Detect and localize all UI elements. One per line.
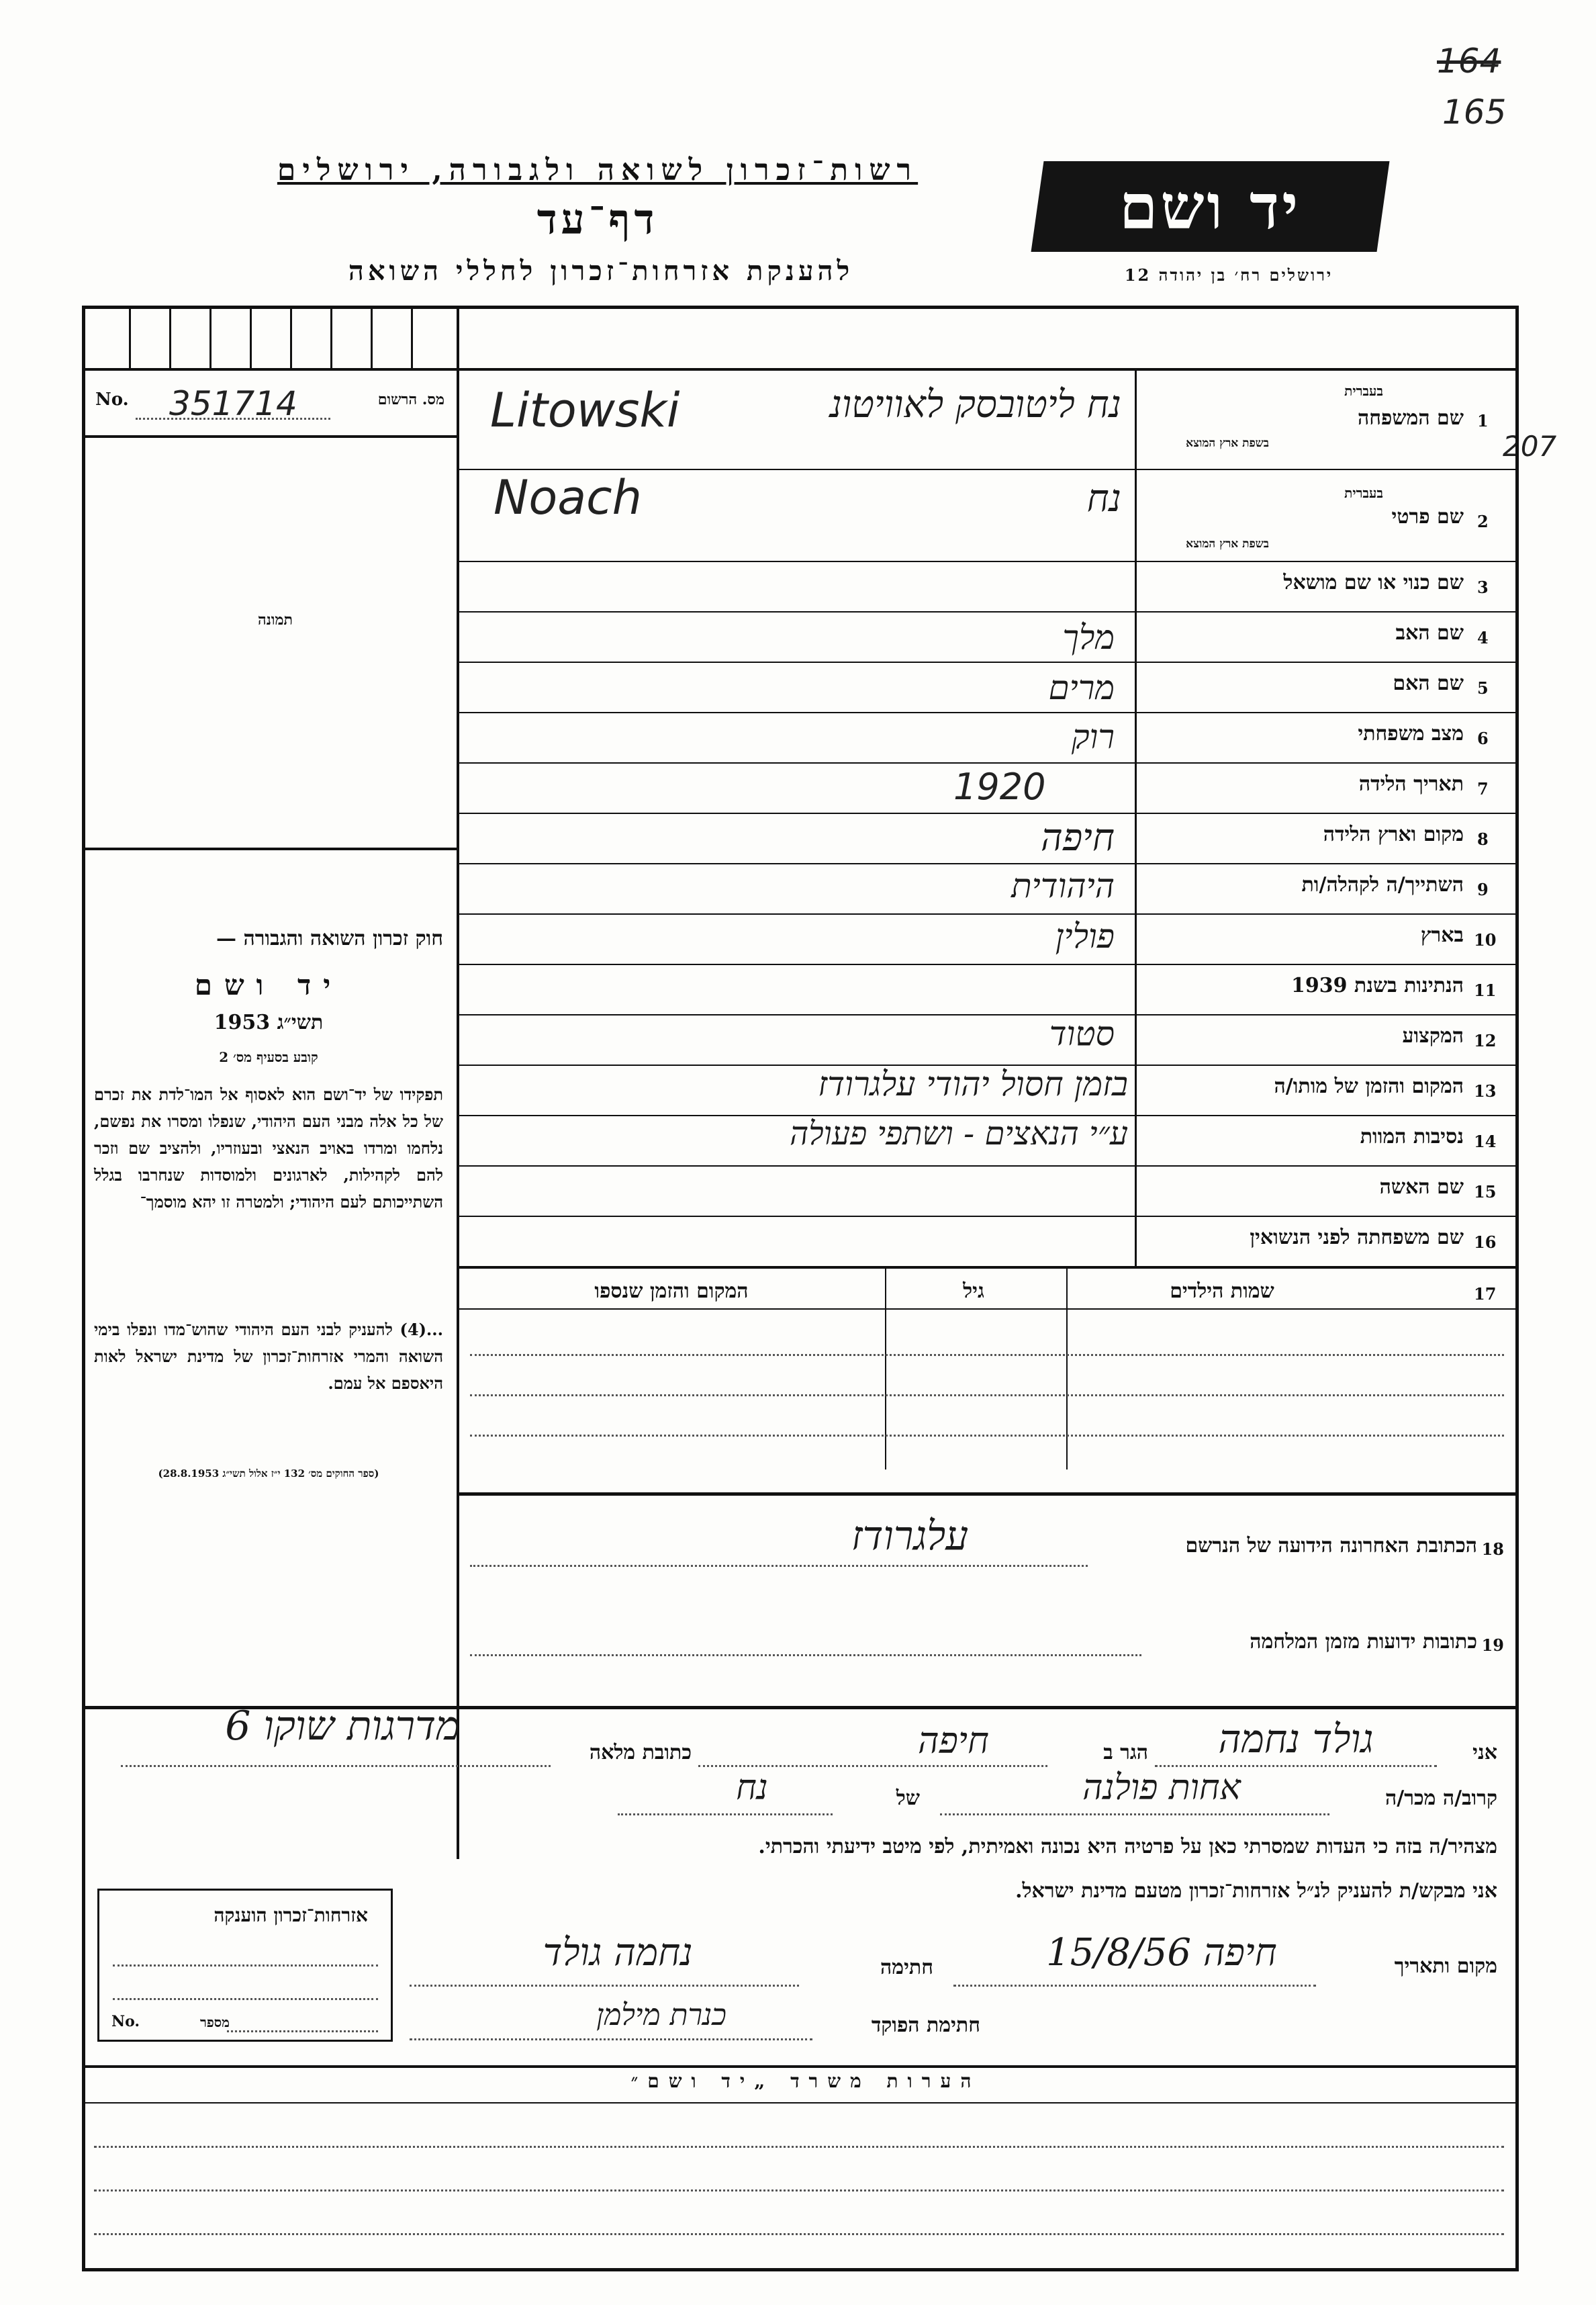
- yad-vashem-logo: [1031, 161, 1390, 252]
- logo-address: ירושלים רח׳ בן יהודה 12: [1124, 265, 1333, 285]
- field-number-18: 18: [1481, 1539, 1504, 1559]
- relation-label: קרוב/ה מכר/ה: [1385, 1787, 1497, 1810]
- officer-signature: כנרת מילמן: [596, 1998, 726, 2032]
- birth-place-value: חיפה: [1041, 816, 1115, 860]
- field-label-death-place-time: המקום והזמן של מותו/ה: [1274, 1075, 1464, 1098]
- relation-value: אחות פולנה: [1082, 1768, 1241, 1808]
- field-number-14: 14: [1474, 1132, 1497, 1151]
- field-number-3: 3: [1477, 578, 1489, 597]
- registration-number: No. 351714 מס. הרשום: [95, 384, 444, 423]
- declaration-text: מצהיר/ה בזה כי העדות שמסרתי כאן על פרטיה היא נכונה ואמיתית, לפי מיטב ידיעתי והכרתי.: [758, 1835, 1497, 1858]
- surname-latin-value: Litowski: [490, 383, 680, 438]
- field-number-12: 12: [1474, 1031, 1497, 1050]
- law-name: יד ושם: [194, 968, 343, 1001]
- last-address-row: [470, 1512, 1504, 1573]
- field-number-6: 6: [1477, 729, 1489, 748]
- declarant-signature: נחמה גולד: [543, 1931, 693, 1975]
- resides-label: הגר ב: [1103, 1741, 1148, 1764]
- office-remarks-title: הערות משרד „יד ושם״: [630, 2070, 981, 2092]
- signature-label: חתימה: [880, 1956, 933, 1979]
- field-label-father: שם האב: [1395, 621, 1464, 645]
- father-value: מלך: [1062, 618, 1115, 657]
- authority-title: רשות־זכרון לשואה ולגבורה, ירושלים: [277, 153, 919, 187]
- declarant-address: מדרגות שוקו 6: [225, 1703, 460, 1750]
- field-number-15: 15: [1474, 1182, 1497, 1202]
- field-number-1: 1: [1477, 411, 1489, 431]
- field-sub-hebrew-2: בעברית: [1344, 485, 1383, 501]
- community-value: היהודית: [1011, 866, 1115, 905]
- field-label-birth-place: מקום וארץ הלידה: [1323, 823, 1464, 846]
- last-address-label: הכתובת האחרונה הידועה של הנרשם: [1185, 1534, 1477, 1557]
- field-number-17: 17: [1474, 1284, 1497, 1304]
- place-date-label: מקום ותאריך: [1394, 1954, 1497, 1978]
- law-year: תשי״ג 1953: [214, 1011, 324, 1034]
- field-number-9: 9: [1477, 880, 1489, 899]
- law-clause: קובע בסעיף מס׳ 2: [219, 1049, 318, 1065]
- field-label-citizenship-1939: הנתינות בשנת 1939: [1290, 974, 1464, 997]
- law-title: חוק זכרון השואה והגבורה —: [216, 927, 443, 950]
- field-number-8: 8: [1477, 829, 1489, 849]
- declarant-name: גולד נחמה: [1218, 1716, 1374, 1762]
- archive-number-struck: 164: [1437, 42, 1501, 81]
- field-label-surname: שם המשפחה: [1357, 406, 1464, 430]
- children-place-header: המקום והזמן שנספו: [594, 1279, 749, 1303]
- award-number-label: מספר: [200, 2014, 230, 2030]
- law-text-2: ...(4) להעניק לבני העם היהודי שהוש־מדו ונפלו בימי השואה והמרי אזרחות־זכרון של מדינת ישראל לאות היאספם אל עמם.: [94, 1320, 443, 1393]
- of-name-value: נח: [736, 1768, 768, 1808]
- place-date-value: חיפה 15/8/56: [1046, 1931, 1277, 1975]
- field-number-16: 16: [1474, 1232, 1497, 1252]
- field-label-death-circumstances: נסיבות המוות: [1360, 1125, 1464, 1148]
- field-label-marital-status: מצב משפחתי: [1358, 722, 1464, 745]
- death-place-value: בזמן חסול יהודי עלגרודז: [818, 1065, 1128, 1103]
- field-label-country: בארץ: [1420, 923, 1464, 947]
- last-address-value: עלגרודז: [851, 1512, 969, 1560]
- field-label-maiden-name: שם משפחתה לפני הנשואין: [1250, 1226, 1464, 1249]
- field-number-19: 19: [1481, 1635, 1504, 1655]
- field-label-mother: שם האם: [1393, 672, 1464, 695]
- form-subtitle: להענקת אזרחות־זכרון לחללי השואה: [348, 255, 854, 287]
- marital-status-value: רוק: [1071, 717, 1115, 756]
- full-address-label: כתובת מלאה: [589, 1741, 692, 1764]
- declarant-ani-label: אני: [1472, 1741, 1497, 1764]
- first-name-hebrew-value: נח: [1086, 477, 1121, 521]
- logo-text: יד ושם: [1119, 170, 1301, 243]
- death-circumstances-value: ע״י הנאצים - ושתפי פעולה: [790, 1115, 1128, 1152]
- field-number-11: 11: [1474, 981, 1497, 1000]
- field-sub-hebrew-1: בעברית: [1344, 383, 1383, 399]
- request-text: אני מבקש/ת להעניק לנ״ל אזרחות־זכרון מטעם מדינת ישראל.: [1015, 1879, 1497, 1903]
- field-number-4: 4: [1477, 628, 1489, 647]
- children-age-header: גיל: [963, 1279, 984, 1303]
- award-box: [97, 1889, 393, 2042]
- archive-number: 165: [1442, 93, 1507, 132]
- mother-value: מרים: [1048, 668, 1115, 707]
- side-number: 207: [1503, 430, 1557, 463]
- law-reference: (ספר החוקים מס׳ 132 י״ז אלול תשי״ג 28.8.1953): [158, 1467, 379, 1480]
- field-label-community: השתייך/ה לקהלה/ות: [1301, 873, 1464, 897]
- law-text-1: תפקידו של יד־ושם הוא לאסוף אל המו־לדת את זכרם של כל אלה מבני העם היהודי, שנפלו ומסרו את נפשם, נלחמו ומרדו באויב הנאצי ובעוזריו, ולהציב שם וזכר להם לקהילות, לארגונים ולמוסדות שנחרבו בגלל השתייכותם לעם היהודי; ולמטרה זו יהא מוסמך־: [94, 1085, 443, 1212]
- birth-date-value: 1920: [953, 766, 1046, 808]
- field-sub-origin-1: בשפת ארץ המוצא: [1186, 437, 1269, 450]
- field-sub-origin-2: בשפת ארץ המוצא: [1186, 537, 1269, 551]
- award-title: אזרחות־זכרון הוענקה: [214, 1904, 368, 1926]
- declarant-city: חיפה: [917, 1719, 990, 1762]
- field-number-2: 2: [1477, 512, 1489, 531]
- field-number-5: 5: [1477, 678, 1489, 698]
- field-label-wife-name: שם האשה: [1379, 1175, 1464, 1199]
- children-names-header: שמות הילדים: [1170, 1279, 1274, 1303]
- field-label-nickname: שם כנוי או שם מושאל: [1283, 571, 1464, 594]
- field-label-birth-date: תאריך הלידה: [1358, 772, 1464, 796]
- country-value: פולין: [1055, 917, 1115, 956]
- field-number-10: 10: [1474, 930, 1497, 950]
- of-label: של: [896, 1787, 920, 1810]
- award-no-label: No.: [111, 2013, 140, 2030]
- field-number-7: 7: [1477, 779, 1489, 799]
- officer-signature-label: חתימת הפוקד: [871, 2014, 980, 2037]
- first-name-latin-value: Noach: [494, 470, 642, 525]
- war-address-row: [470, 1609, 1504, 1656]
- field-number-13: 13: [1474, 1081, 1497, 1101]
- field-label-profession: המקצוע: [1402, 1024, 1464, 1048]
- surname-hebrew-value: נח ליטובסק לאוויטונ: [829, 383, 1121, 426]
- photo-label: תמונה: [258, 611, 293, 629]
- profession-value: סטוד: [1049, 1014, 1115, 1053]
- field-label-first-name: שם פרטי: [1391, 505, 1464, 529]
- war-address-label: כתובות ידועות מזמן המלחמה: [1250, 1630, 1477, 1654]
- form-title: דף־עד: [536, 195, 659, 244]
